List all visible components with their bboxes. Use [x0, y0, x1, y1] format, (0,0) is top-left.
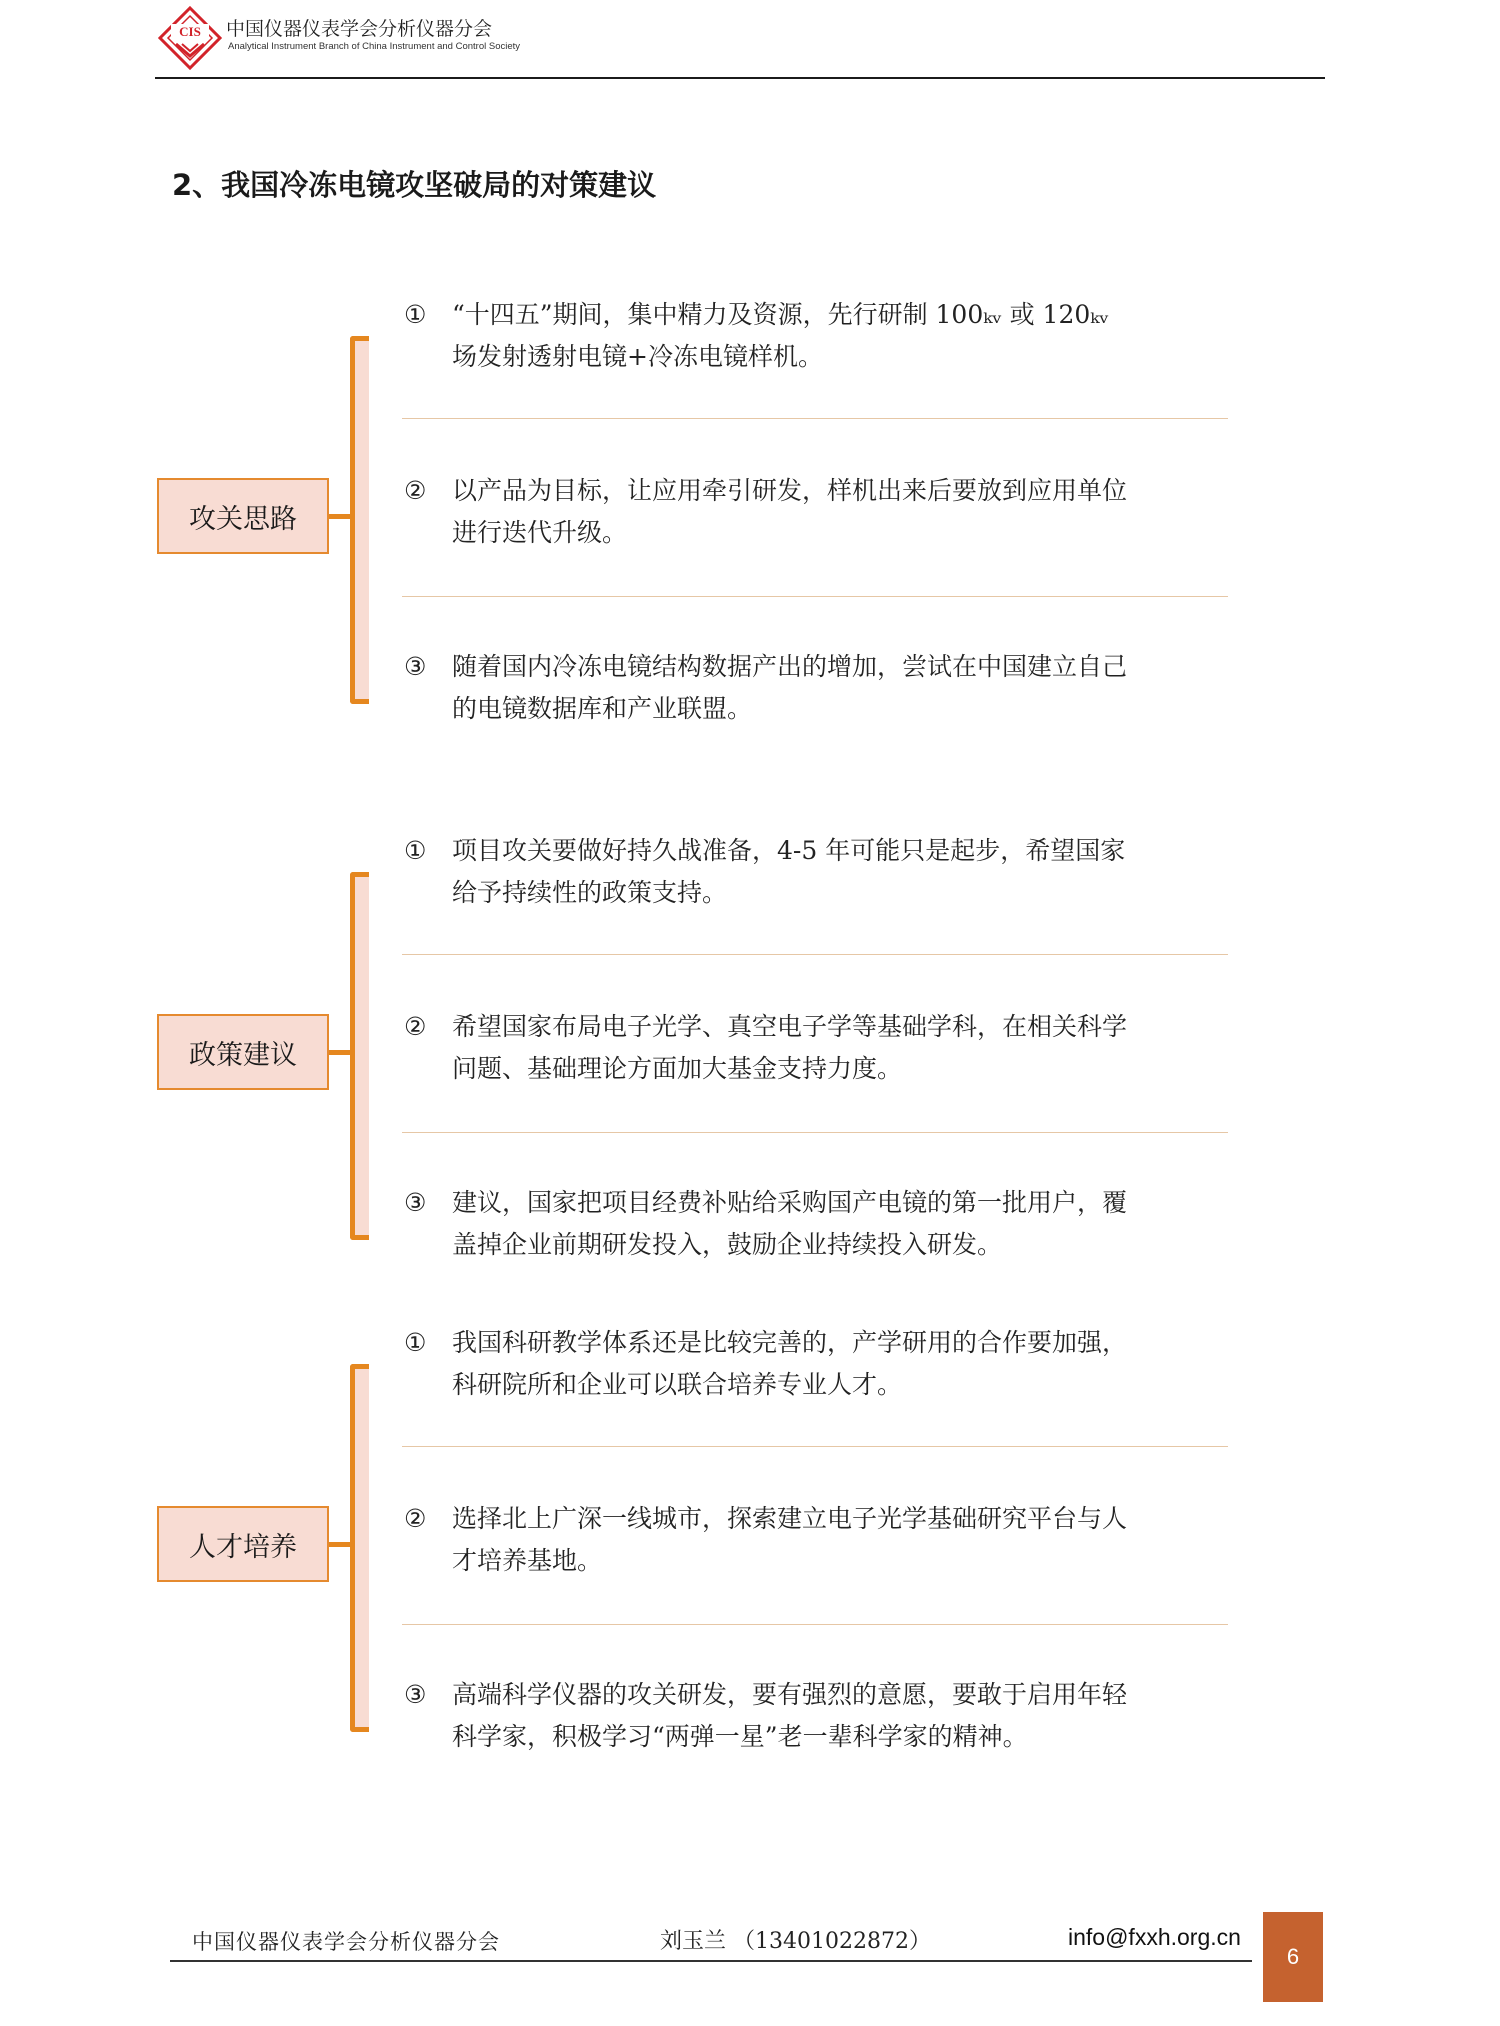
- item-number: ③: [404, 652, 427, 681]
- item-line: 场发射透射电镜+冷冻电镜样机。: [452, 342, 823, 371]
- group-talent-cultivation: [0, 1318, 1500, 1751]
- cis-logo: [158, 6, 222, 70]
- item-divider: [402, 596, 1228, 597]
- item-number: ②: [404, 1504, 427, 1533]
- item-line: 问题、基础理论方面加大基金支持力度。: [452, 1054, 903, 1083]
- item-divider: [402, 1624, 1228, 1625]
- section-title: 2、我国冷冻电镜攻坚破局的对策建议: [172, 168, 657, 202]
- logo-text: CIS: [179, 24, 201, 39]
- footer-contact: 刘玉兰 （13401022872）: [660, 1929, 931, 1954]
- item-line: 高端科学仪器的攻关研发，要有强烈的意愿，要敢于启用年轻: [452, 1680, 1128, 1709]
- item-line: 项目攻关要做好持久战准备，4-5 年可能只是起步，希望国家: [452, 836, 1126, 865]
- footer-email: info@fxxh.org.cn: [1068, 1924, 1241, 1950]
- cis-logo-icon: [158, 6, 222, 70]
- group-bracket: [350, 1364, 369, 1732]
- item-line: 选择北上广深一线城市，探索建立电子光学基础研究平台与人: [452, 1504, 1128, 1533]
- group-label: 攻关思路: [189, 503, 297, 535]
- group-research-approach: [0, 290, 1500, 723]
- item-number: ③: [404, 1188, 427, 1217]
- item-line: 建议，国家把项目经费补贴给采购国产电镜的第一批用户，覆: [452, 1188, 1128, 1217]
- group-label-box: [157, 1014, 329, 1090]
- item-line: “十四五”期间，集中精力及资源，先行研制 100ₖᵥ 或 120ₖᵥ: [452, 300, 1109, 329]
- item-line: 希望国家布局电子光学、真空电子学等基础学科，在相关科学: [452, 1012, 1128, 1041]
- group-label: 人才培养: [189, 1531, 297, 1563]
- header-divider: [155, 77, 1325, 79]
- item-number: ③: [404, 1680, 427, 1709]
- page-number: 6: [1286, 1944, 1300, 1969]
- item-line: 科研院所和企业可以联合培养专业人才。: [452, 1370, 903, 1399]
- item-line: 以产品为目标，让应用牵引研发，样机出来后要放到应用单位: [452, 476, 1128, 505]
- item-line: 科学家，积极学习“两弹一星”老一辈科学家的精神。: [452, 1722, 1028, 1751]
- item-line: 才培养基地。: [452, 1546, 603, 1575]
- group-bracket: [350, 336, 369, 704]
- item-divider: [402, 1132, 1228, 1133]
- page-number-badge: [1263, 1912, 1323, 2002]
- item-number: ②: [404, 476, 427, 505]
- item-divider: [402, 418, 1228, 419]
- item-number: ①: [404, 1328, 427, 1357]
- footer-org-name: 中国仪器仪表学会分析仪器分会: [192, 1930, 500, 1954]
- item-number: ①: [404, 300, 427, 329]
- group-bracket: [350, 872, 369, 1240]
- group-label-box: [157, 478, 329, 554]
- item-divider: [402, 954, 1228, 955]
- header-org-name-cn: 中国仪器仪表学会分析仪器分会: [226, 18, 493, 40]
- group-label: 政策建议: [189, 1039, 297, 1071]
- group-label-box: [157, 1506, 329, 1582]
- group-connector: [329, 1542, 351, 1547]
- group-policy-suggestions: [0, 826, 1500, 1259]
- item-line: 随着国内冷冻电镜结构数据产出的增加，尝试在中国建立自己: [452, 652, 1128, 681]
- item-line: 进行迭代升级。: [452, 518, 628, 547]
- item-line: 的电镜数据库和产业联盟。: [452, 694, 753, 723]
- item-number: ②: [404, 1012, 427, 1041]
- item-line: 给予持续性的政策支持。: [452, 878, 728, 907]
- item-line: 盖掉企业前期研发投入，鼓励企业持续投入研发。: [452, 1230, 1003, 1259]
- footer-divider: [170, 1960, 1252, 1962]
- item-divider: [402, 1446, 1228, 1447]
- header-org-name-en: Analytical Instrument Branch of China Instrument and Control Society: [228, 41, 521, 52]
- item-line: 我国科研教学体系还是比较完善的，产学研用的合作要加强，: [452, 1328, 1128, 1357]
- group-connector: [329, 1050, 351, 1055]
- item-number: ①: [404, 836, 427, 865]
- group-connector: [329, 514, 351, 519]
